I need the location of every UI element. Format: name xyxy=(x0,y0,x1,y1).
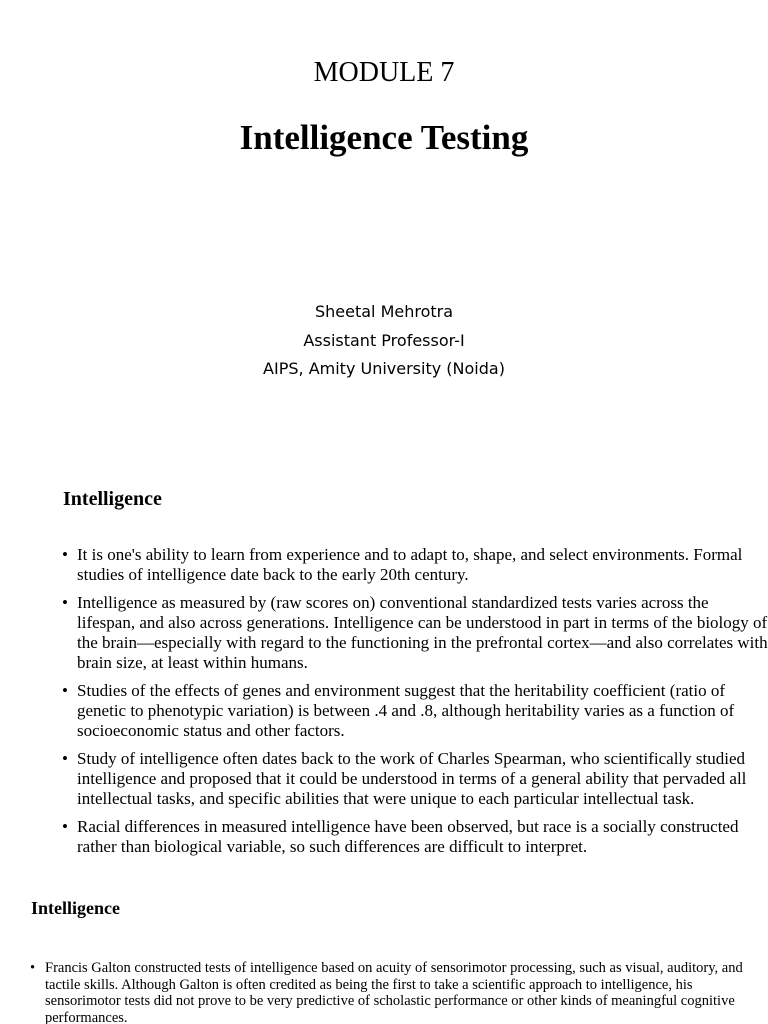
bullet-text: Francis Galton constructed tests of intelligence based on acuity of sensorimotor processing, such as visual, auditory, and tactile skills. Although Galton is often credited as being the first to take a scientific approach to intelligence, his sensorimotor tests did not prove to be very predictive of scholastic performance or other kinds of meaningful cognitive performances. xyxy=(45,960,743,1024)
bullet-text: Studies of the effects of genes and environment suggest that the heritability coefficient (ratio of genetic to phenotypic variation) is between .4 and .8, although heritability varies as a function of socioeconomic status and other factors. xyxy=(77,681,735,740)
bullet-icon: • xyxy=(62,817,68,836)
bullet-icon: • xyxy=(62,545,68,564)
bullet-list xyxy=(30,960,750,1024)
bullet-icon: • xyxy=(62,593,68,612)
author-block xyxy=(0,298,768,384)
bullet-text: It is one's ability to learn from experience and to adapt to, shape, and select environments. Formal studies of intelligence date back to the early 20th century. xyxy=(77,545,743,584)
title-slide xyxy=(0,0,768,420)
bullet-text: Intelligence as measured by (raw scores on) conventional standardized tests varies across the lifespan, and also across generations. Intelligence can be understood in part in terms of the biology of the brain—especially with regard to the functioning in the prefrontal cortex—and also correlates with brain size, at least within humans. xyxy=(77,593,768,672)
bullet-icon: • xyxy=(30,960,36,976)
content-slide xyxy=(0,470,768,862)
slide-heading: Intelligence xyxy=(31,898,120,918)
author-name: Sheetal Mehrotra xyxy=(314,302,454,321)
slide-heading: Intelligence xyxy=(63,488,162,510)
bullet-item xyxy=(62,545,768,585)
author-position: Assistant Professor-I xyxy=(303,330,465,350)
bullet-item xyxy=(62,817,768,857)
content-slide xyxy=(0,878,768,1024)
bullet-item xyxy=(62,749,768,809)
bullet-list xyxy=(62,545,768,862)
bullet-item xyxy=(62,681,768,741)
author-affiliation: AIPS, Amity University (Noida) xyxy=(263,359,505,378)
bullet-text: Study of intelligence often dates back to the work of Charles Spearman, who scientifically studied intelligence and proposed that it could be understood in terms of a general ability that pervaded all intellectual tasks, and specific abilities that were unique to each particular intellectual task. xyxy=(77,749,747,808)
bullet-text: Racial differences in measured intelligence have been observed, but race is a socially constructed rather than biological variable, so such differences are difficult to interpret. xyxy=(77,817,739,856)
bullet-icon: • xyxy=(62,681,68,700)
bullet-item xyxy=(30,960,750,1024)
module-label: MODULE 7 xyxy=(313,57,455,88)
bullet-icon: • xyxy=(62,749,68,768)
bullet-item xyxy=(62,593,768,673)
slide-title: Intelligence Testing xyxy=(239,118,529,157)
